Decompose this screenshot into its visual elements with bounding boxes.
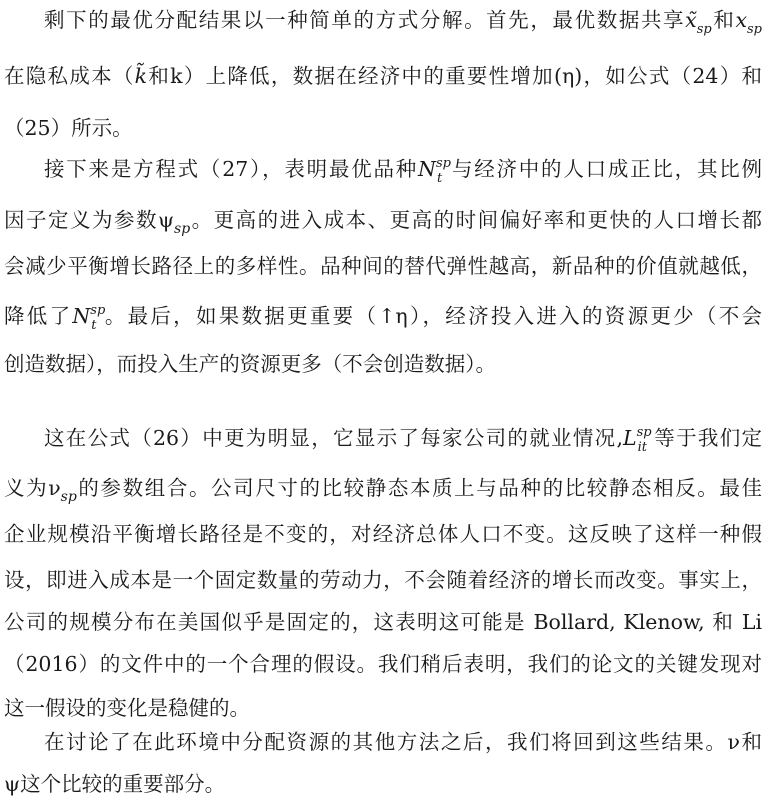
text-run: 企业规模沿平衡增长路径是不变的，对经济总体人口不变。这反映了这样一种假 [4, 522, 762, 546]
text-run: 在隐私成本（ [4, 64, 135, 88]
paragraph-2-line-3 [0, 252, 762, 280]
math-subscript: t [91, 318, 97, 333]
math-symbol: N [72, 304, 91, 328]
math-subscript: sp [60, 489, 77, 505]
paragraph-1-line-2 [0, 62, 762, 90]
paragraph-2-line-1 [0, 155, 762, 187]
text-run: 因子定义为参数ψ [4, 208, 175, 232]
math-subscript: sp [696, 22, 712, 37]
paragraph-3-line-5 [0, 608, 762, 636]
math-subscript: sp [747, 22, 762, 37]
paragraph-3-line-7 [0, 694, 774, 722]
paragraph-1-line-3 [0, 114, 774, 142]
text-run: 接下来是方程式（27），表明最优品种 [44, 157, 418, 181]
text-run: 创造数据），而投入生产的资源更多（不会创造数据）。 [4, 352, 496, 376]
text-run: 与经济中的人口成正比，其比例 [450, 157, 763, 181]
math-superscript: sp [90, 303, 106, 318]
math-symbol: L [622, 426, 637, 450]
text-run: （25）所示。 [4, 116, 133, 140]
math-N-t-sp [72, 303, 106, 333]
math-k-tilde: k̃ [134, 64, 148, 88]
text-run: 的参数组合。公司尺寸的比较静态本质上与品种的比较静态相反。最佳 [76, 476, 762, 500]
text-run: 这在公式（26）中更为明显，它显示了每家公司的就业情况, [44, 426, 623, 450]
text-run: 和k）上降低，数据在经济中的重要性增加(η)，如公式（24）和 [147, 64, 762, 88]
paragraph-3-line-6 [0, 650, 762, 678]
text-run: 义为ν [4, 476, 61, 500]
paragraph-4-line-2 [0, 770, 774, 798]
paragraph-3-line-4 [0, 566, 762, 594]
math-symbol: x [735, 8, 747, 32]
paragraph-3-line-3 [0, 520, 762, 548]
math-subscript: t [436, 171, 443, 186]
text-run: 设，即进入成本是一个固定数量的劳动力，不会随着经济的增长而改变。事实上， [4, 568, 762, 592]
math-x-sp [735, 8, 762, 37]
text-run: 在讨论了在此环境中分配资源的其他方法之后，我们将回到这些结果。ν和 [44, 730, 762, 754]
text-run: ψ这个比较的重要部分。 [4, 772, 226, 796]
paragraph-4-line-1 [0, 728, 762, 756]
text-run: 。更高的进入成本、更高的时间偏好率和更快的人口增长都 [190, 208, 763, 232]
text-run: 剩下的最优分配结果以一种简单的方式分解。首先，最优数据共享 [44, 8, 686, 32]
math-x-tilde-sp [685, 8, 712, 37]
text-run: 公司的规模分布在美国似乎是固定的，这表明这可能是 Bollard, Klenow, 和 Li [4, 610, 762, 634]
paragraph-2-line-5 [0, 350, 774, 378]
text-run: 等于我们定 [652, 426, 762, 450]
text-run: 。最后，如果数据更重要（↑η），经济投入进入的资源更少（不会 [102, 304, 762, 328]
text-run: 降低了 [4, 304, 73, 328]
math-N-t-sp [418, 156, 451, 186]
paragraph-3-line-2 [0, 474, 762, 505]
paragraph-1-line-1 [0, 6, 762, 38]
text-run: 和 [711, 8, 736, 32]
math-subscript: sp [174, 221, 191, 237]
paragraph-2-line-2 [0, 206, 762, 237]
paragraph-2-line-4 [0, 302, 762, 334]
paragraph-3-line-1 [0, 424, 762, 456]
math-superscript: sp [636, 425, 652, 440]
text-run: 会减少平衡增长路径上的多样性。品种间的替代弹性越高，新品种的价值就越低， [4, 254, 762, 278]
math-symbol: N [418, 157, 436, 181]
text-run: 这一假设的变化是稳健的。 [4, 696, 250, 720]
text-run: （2016）的文件中的一个合理的假设。我们稍后表明，我们的论文的关键发现对 [4, 652, 762, 676]
math-L-it-sp [622, 425, 652, 455]
math-subscript: it [637, 440, 647, 455]
math-superscript: sp [435, 156, 451, 171]
math-symbol: x̃ [685, 8, 697, 32]
